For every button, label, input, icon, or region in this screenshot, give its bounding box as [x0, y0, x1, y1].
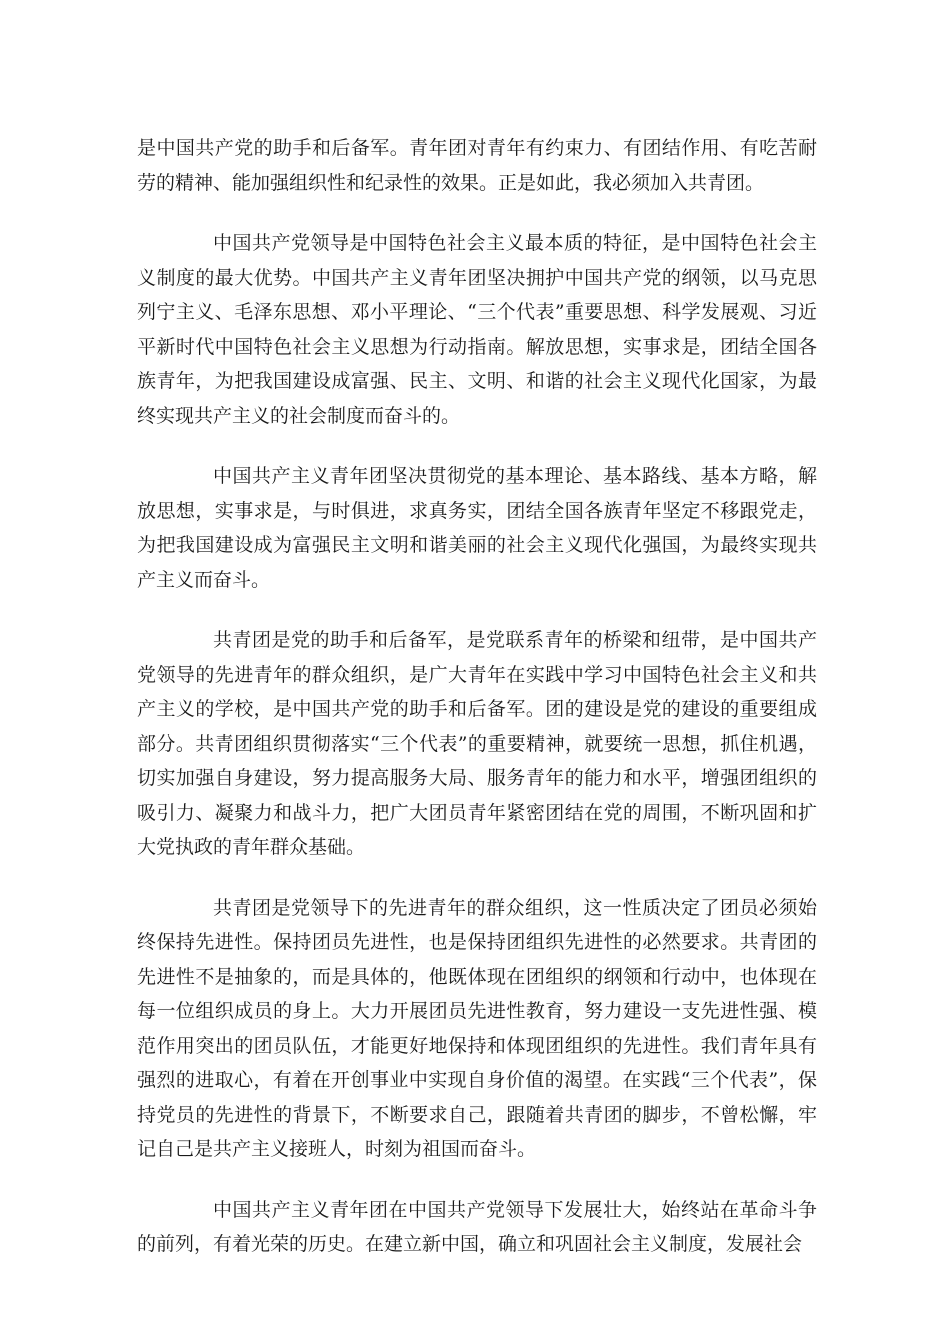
paragraph-party-leadership: 中国共产党领导是中国特色社会主义最本质的特征，是中国特色社会主义制度的最大优势。中国共产主义青年团坚决拥护中国共产党的纲领，以马克思列宁主义、毛泽东思想、邓小平理论、“三个代表”重要思想、科学发展观、习近平新时代中国特色社会主义思想为行动指南。解放思想，实事求是，团结全国各族青年，为把我国建设成富强、民主、文明、和谐的社会主义现代化国家，为最终实现共产主义的社会制度而奋斗的。 [137, 232, 817, 427]
paragraph-history: 中国共产主义青年团在中国共产党领导下发展壮大，始终站在革命斗争的前列，有着光荣的历史。在建立新中国，确立和巩固社会主义制度，发展社会 [137, 1198, 817, 1255]
paragraph-continuation: 是中国共产党的助手和后备军。青年团对青年有约束力、有团结作用、有吃苦耐劳的精神、能加强组织性和纪录性的效果。正是如此，我必须加入共青团。 [137, 137, 817, 194]
paragraph-advanced-nature: 共青团是党领导下的先进青年的群众组织，这一性质决定了团员必须始终保持先进性。保持团员先进性，也是保持团组织先进性的必然要求。共青团的先进性不是抽象的，而是具体的，他既体现在团组织的纲领和行动中，也体现在每一位组织成员的身上。大力开展团员先进性教育，努力建设一支先进性强、模范作用突出的团员队伍，才能更好地保持和体现团组织的先进性。我们青年具有强烈的进取心，有着在开创事业中实现自身价值的渴望。在实践“三个代表”，保持党员的先进性的背景下，不断要求自己，跟随着共青团的脚步，不曾松懈，牢记自己是共产主义接班人，时刻为祖国而奋斗。 [137, 896, 817, 1160]
paragraph-basic-theory: 中国共产主义青年团坚决贯彻党的基本理论、基本路线、基本方略，解放思想，实事求是，与时俱进，求真务实，团结全国各族青年坚定不移跟党走，为把我国建设成为富强民主文明和谐美丽的社会主义现代化强国，为最终实现共产主义而奋斗。 [137, 465, 817, 591]
paragraph-league-role: 共青团是党的助手和后备军，是党联系青年的桥梁和纽带，是中国共产党领导的先进青年的群众组织，是广大青年在实践中学习中国特色社会主义和共产主义的学校，是中国共产党的助手和后备军。团的建设是党的建设的重要组成部分。共青团组织贯彻落实“三个代表”的重要精神，就要统一思想，抓住机遇，切实加强自身建设，努力提高服务大局、服务青年的能力和水平，增强团组织的吸引力、凝聚力和战斗力，把广大团员青年紧密团结在党的周围，不断巩固和扩大党执政的青年群众基础。 [137, 629, 817, 858]
document-body [137, 131, 817, 1288]
